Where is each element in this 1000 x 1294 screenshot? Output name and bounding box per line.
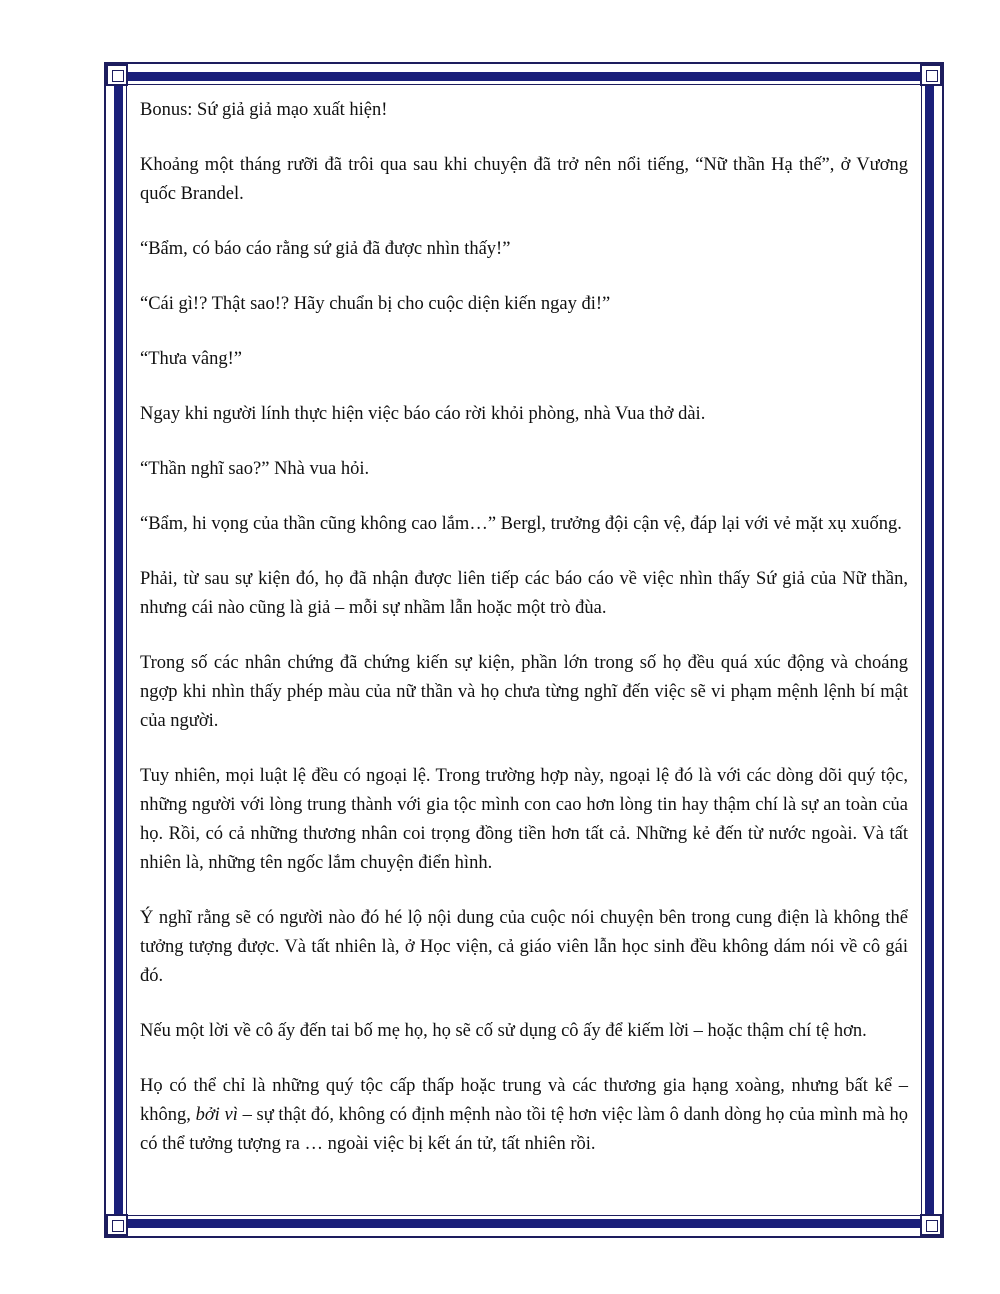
paragraph: Khoảng một tháng rưỡi đã trôi qua sau khi chuyện đã trở nên nổi tiếng, “Nữ thần Hạ thế”, ở Vương quốc Brandel.: [140, 155, 908, 204]
corner-ornament-top-right: [920, 64, 942, 86]
paragraph-text: – sự thật đó, không có định mệnh nào tồi tệ hơn việc làm ô danh dòng họ của mình mà họ có thể tưởng tượng ra … ngoài việc bị kết án tử, tất nhiên rồi.: [140, 1105, 908, 1154]
paragraph: Ngay khi người lính thực hiện việc báo cáo rời khỏi phòng, nhà Vua thở dài.: [140, 404, 706, 424]
document-body: [140, 96, 908, 1185]
paragraph: Phải, từ sau sự kiện đó, họ đã nhận được liên tiếp các báo cáo về việc nhìn thấy Sứ giả của Nữ thần, nhưng cái nào cũng là giả – mỗi sự nhầm lẫn hoặc một trò đùa.: [140, 569, 908, 618]
chapter-title: Bonus: Sứ giả giả mạo xuất hiện!: [140, 100, 388, 120]
paragraph: Trong số các nhân chứng đã chứng kiến sự kiện, phần lớn trong số họ đều quá xúc động và choáng ngợp khi nhìn thấy phép màu của nữ thần và họ chưa từng nghĩ đến việc sẽ vi phạm mệnh lệnh bí mật của người.: [140, 653, 908, 731]
paragraph: “Bẩm, hi vọng của thần cũng không cao lắm…” Bergl, trưởng đội cận vệ, đáp lại với vẻ mặt xụ xuống.: [140, 514, 902, 534]
corner-ornament-bottom-right: [920, 1214, 942, 1236]
paragraph: “Bẩm, có báo cáo rằng sứ giả đã được nhìn thấy!”: [140, 239, 511, 259]
corner-ornament-top-left: [106, 64, 128, 86]
paragraph: “Thần nghĩ sao?” Nhà vua hỏi.: [140, 459, 370, 479]
corner-ornament-bottom-left: [106, 1214, 128, 1236]
paragraph: Nếu một lời về cô ấy đến tai bố mẹ họ, họ sẽ cố sử dụng cô ấy để kiếm lời – hoặc thậm chí tệ hơn.: [140, 1021, 867, 1041]
paragraph-text: Họ có thể chỉ là những quý tộc cấp thấp hoặc trung và các thương gia hạng xoàng, nhưng bất kể – không,: [140, 1076, 908, 1125]
paragraph: “Cái gì!? Thật sao!? Hãy chuẩn bị cho cuộc diện kiến ngay đi!”: [140, 294, 611, 314]
paragraph-last: [140, 1072, 908, 1159]
paragraph: “Thưa vâng!”: [140, 349, 242, 369]
paragraph: Tuy nhiên, mọi luật lệ đều có ngoại lệ. Trong trường hợp này, ngoại lệ đó là với các dòng dõi quý tộc, những người với lòng trung thành với gia tộc mình con cao hơn lòng tin hay thậm chí là sự an toàn của họ. Rồi, có cả những thương nhân coi trọng đồng tiền hơn tất cả. Những kẻ đến từ nước ngoài. Và tất nhiên là, những tên ngốc lắm chuyện điển hình.: [140, 766, 908, 873]
paragraph: Ý nghĩ rằng sẽ có người nào đó hé lộ nội dung của cuộc nói chuyện bên trong cung điện là không thể tưởng tượng được. Và tất nhiên là, ở Học viện, cả giáo viên lẫn học sinh đều không dám nói về cô gái đó.: [140, 908, 908, 986]
italic-phrase: bởi vì: [195, 1105, 238, 1125]
